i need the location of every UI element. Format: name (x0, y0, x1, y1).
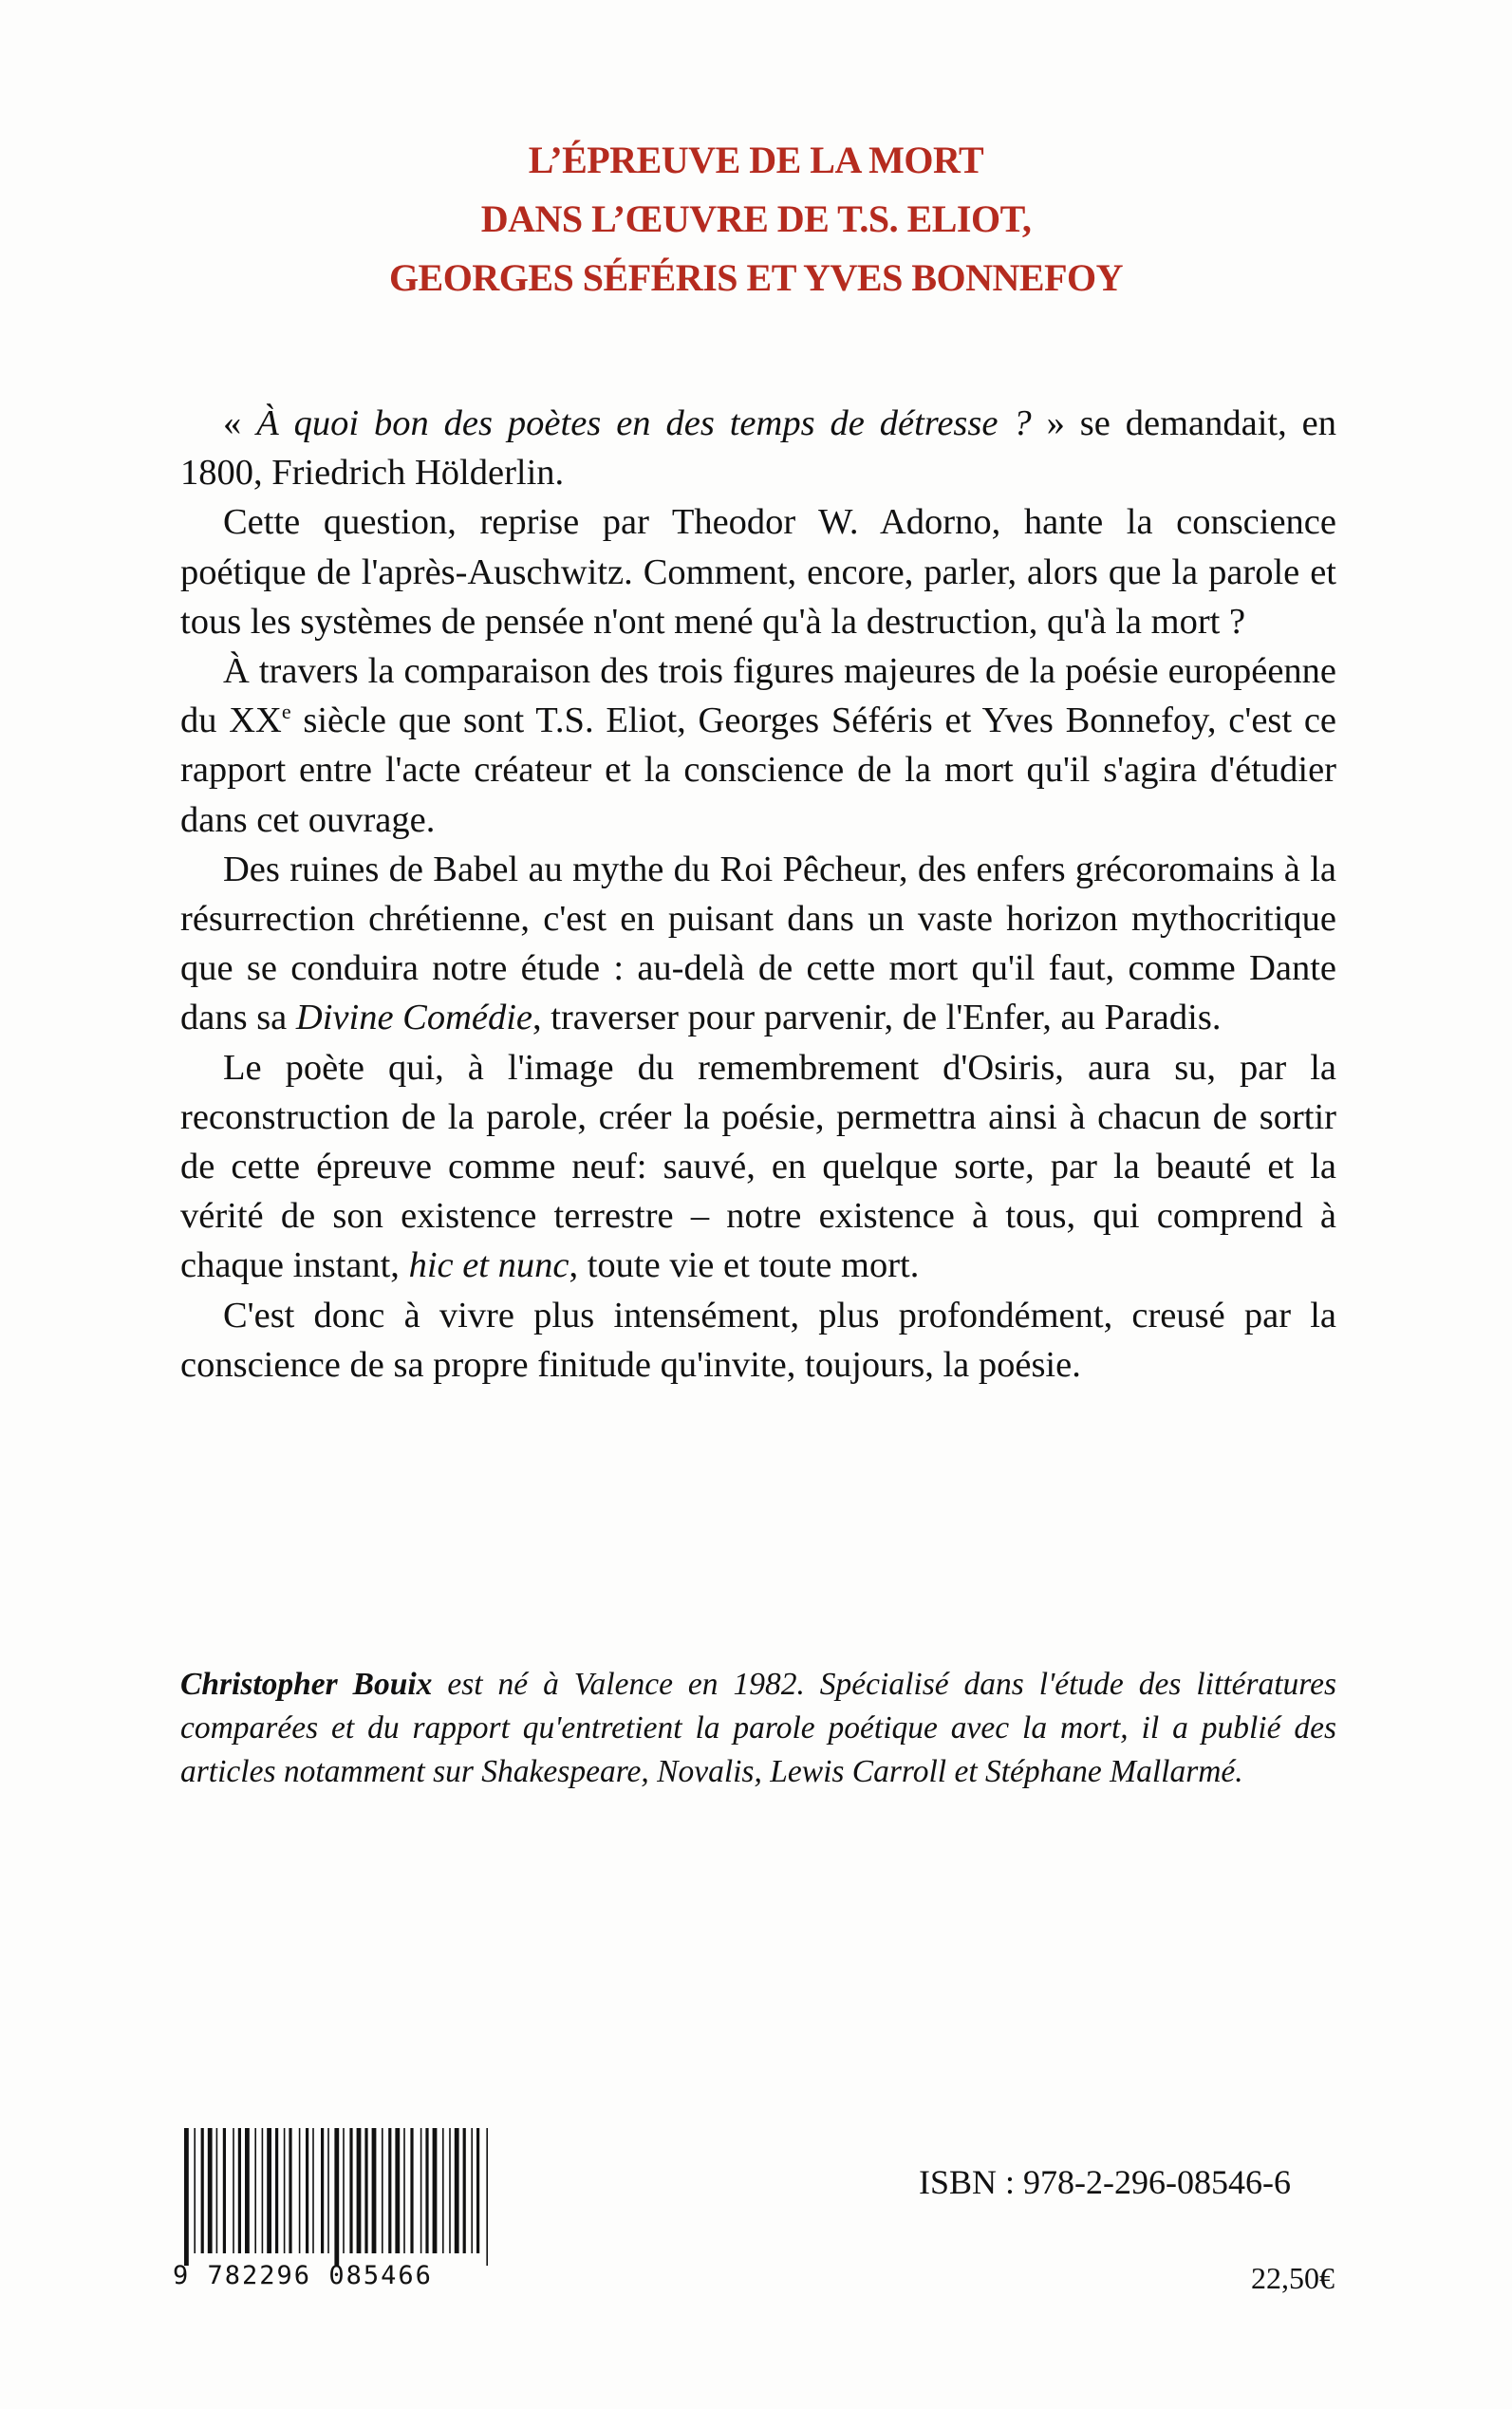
quote-open: « (223, 403, 257, 443)
barcode-bar (312, 2128, 314, 2253)
barcode-bar (442, 2128, 444, 2253)
blurb-paragraph-5-a: Le poète qui, à l'image du remembrement d'Osiris, aura su, par la reconstruction de la parole, créer la poésie, permettra ainsi à chacun de sortir de cette épreuve comme neuf: sauvé, en quelque sorte, par la beauté et la vérité de son existence terrestre – notre existence à tous, qui comprend à chaque instant, (180, 1047, 1336, 1286)
barcode-bar (476, 2128, 479, 2253)
author-bio-text: est né à Valence en 1982. Spécialisé dans l'étude des littératures comparées et du rapport qu'entretient la parole poétique avec la mort, il a publié des articles notamment sur Shakespeare, Novalis, Lewis Carroll et Stéphane Mallarmé. (180, 1667, 1336, 1789)
book-title (0, 131, 1512, 308)
barcode-bar (262, 2128, 264, 2253)
barcode-bar (395, 2128, 400, 2253)
barcode-bar (349, 2128, 352, 2253)
author-name: Christopher Bouix (180, 1667, 433, 1702)
barcode-bar (463, 2128, 466, 2253)
blurb-paragraph-3 (180, 646, 1336, 845)
barcode-bar (299, 2128, 301, 2253)
barcode-bar (455, 2128, 459, 2253)
barcode-bar (486, 2128, 488, 2266)
barcode-bar (233, 2128, 234, 2253)
barcode-bar (382, 2128, 383, 2253)
barcode-bar (327, 2128, 329, 2253)
barcode-bar (425, 2128, 428, 2253)
barcode-bar (289, 2128, 291, 2253)
barcode-bar (372, 2128, 377, 2253)
isbn: ISBN : 978-2-296-08546-6 (919, 2163, 1291, 2201)
divine-comedie-title: Divine Comédie (295, 998, 533, 1038)
barcode-bar (184, 2128, 189, 2266)
barcode-icon (180, 2128, 494, 2266)
barcode-bar (306, 2128, 308, 2253)
barcode-bar (201, 2128, 204, 2253)
barcode-bar (343, 2128, 345, 2253)
barcode-bar (471, 2128, 473, 2253)
barcode-left-group: 782296 (207, 2261, 312, 2290)
barcode-bar (334, 2128, 339, 2266)
holderlin-quote: À quoi bon des poètes en des temps de détresse ? (256, 403, 1032, 443)
barcode-bar (357, 2128, 362, 2253)
barcode-bar (321, 2128, 324, 2253)
barcode-bar (284, 2128, 286, 2253)
barcode-bar (433, 2128, 438, 2253)
barcode-bar (420, 2128, 422, 2253)
title-line-1: L’ÉPREUVE DE LA MORT (528, 139, 984, 181)
barcode-bar (254, 2128, 256, 2253)
blurb-paragraph-2: Cette question, reprise par Theodor W. Adorno, hante la conscience poétique de l'après-Auschwitz. Comment, encore, parler, alors que la parole et tous les systèmes de pensée n'ont mené qu'à la destruction, qu'à la mort ? (180, 502, 1336, 642)
barcode-bar (238, 2128, 241, 2253)
blurb-paragraph-5 (180, 1043, 1336, 1291)
barcode-bar (275, 2128, 278, 2253)
blurb-paragraph-5-b: , toute vie et toute mort. (569, 1245, 920, 1286)
author-bio (180, 1663, 1336, 1794)
blurb-paragraph-4-b: , traverser pour parvenir, de l'Enfer, au Paradis. (532, 998, 1222, 1038)
barcode-bar (267, 2128, 271, 2253)
hic-et-nunc: hic et nunc (408, 1245, 569, 1286)
century-superscript: e (281, 700, 291, 724)
blurb-paragraph-3-b: siècle que sont T.S. Eliot, Georges Séféris et Yves Bonnefoy, c'est ce rapport entre l'acte créateur et la conscience de la mort qu'il s'agira d'étudier dans cet ouvrage. (180, 700, 1336, 840)
blurb (180, 399, 1336, 1390)
blurb-paragraph-4-a: Des ruines de Babel au mythe du Roi Pêcheur, des enfers grécoromains à la résurrection chrétienne, c'est en puisant dans un vaste horizon mythocritique que se conduira notre étude : au-delà de cette mort qu'il faut, comme Dante dans sa (180, 849, 1336, 1038)
blurb-paragraph-6: C'est donc à vivre plus intensément, plus profondément, creusé par la conscience de sa propre finitude qu'invite, toujours, la poésie. (180, 1295, 1336, 1385)
blurb-paragraph-4 (180, 845, 1336, 1043)
barcode-bar (364, 2128, 367, 2253)
barcode-bar (208, 2128, 213, 2253)
barcode-right-group: 085466 (328, 2261, 433, 2290)
barcode-bar (216, 2128, 218, 2253)
title-line-3: GEORGES SÉFÉRIS ET YVES BONNEFOY (388, 256, 1124, 299)
barcode-digits (173, 2261, 501, 2290)
barcode-bar (245, 2128, 250, 2253)
barcode-first-digit: 9 (173, 2261, 191, 2290)
barcode-bar (403, 2128, 405, 2253)
blurb-paragraph-1-rest: » se demandait, en 1800, Friedrich Hölderlin. (180, 403, 1337, 494)
blurb-paragraph-3-a: À travers la comparaison des trois figures majeures de la poésie européenne du XX (180, 651, 1336, 741)
barcode-bar (194, 2128, 196, 2253)
price: 22,50€ (1251, 2261, 1335, 2295)
barcode-bar (449, 2128, 451, 2253)
barcode-bar (223, 2128, 226, 2253)
barcode-bar (388, 2128, 391, 2253)
barcode-bar (410, 2128, 413, 2253)
title-line-2: DANS L’ŒUVRE DE T.S. ELIOT, (480, 197, 1032, 240)
blurb-paragraph-1 (180, 399, 1336, 497)
